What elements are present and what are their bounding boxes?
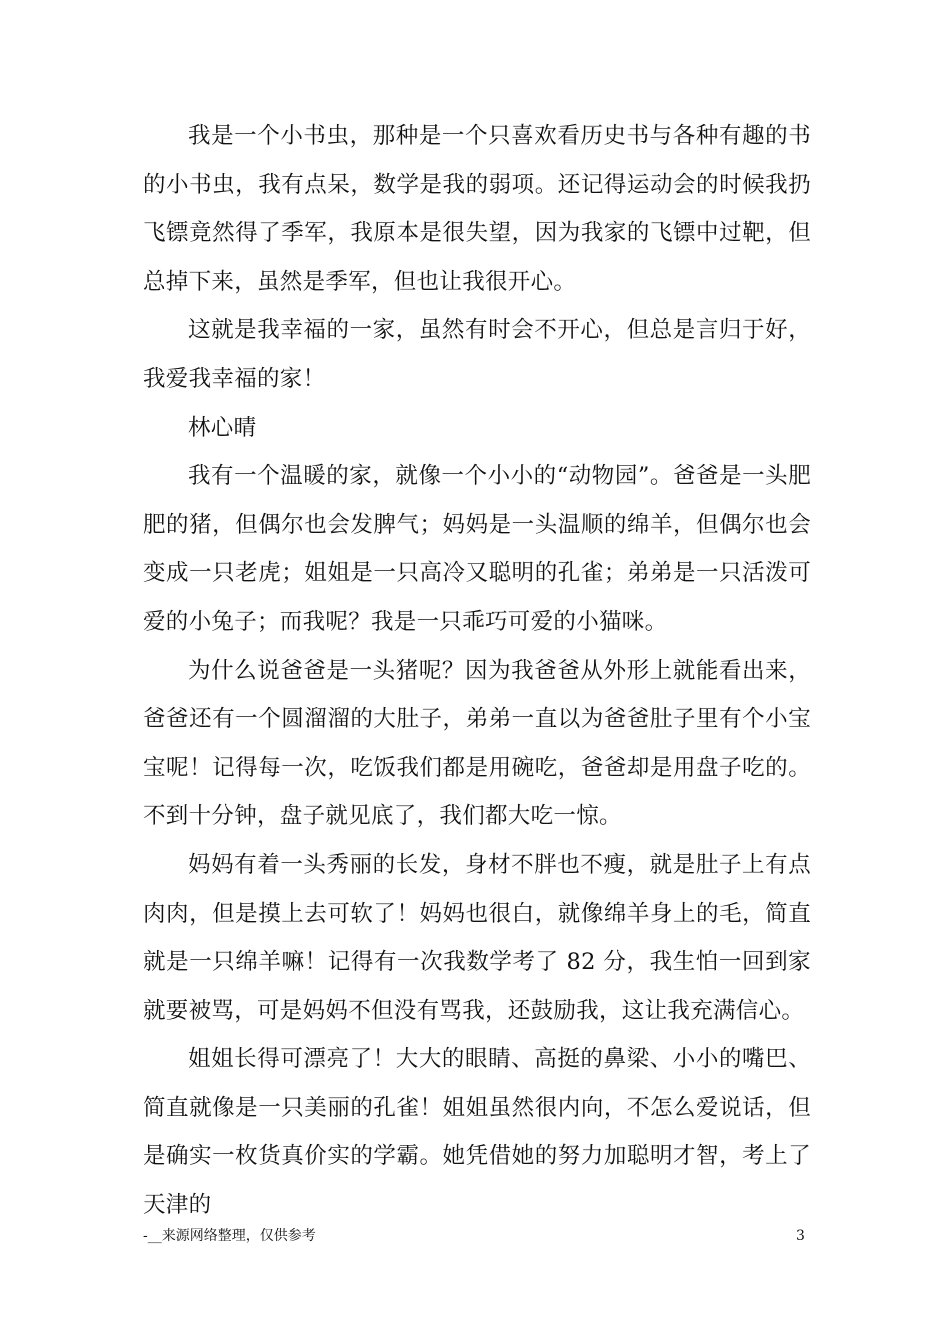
- paragraph: 妈妈有着一头秀丽的长发，身材不胖也不瘦，就是肚子上有点肉肉，但是摸上去可软了！妈妈也很白，就像绵羊身上的毛，简直就是一只绵羊嘛！记得有一次我数学考了 82 分，我生怕一回到家就要被骂，可是妈妈不但没有骂我，还鼓励我，这让我充满信心。: [143, 851, 811, 1024]
- paragraph: 姐姐长得可漂亮了！大大的眼睛、高挺的鼻梁、小小的嘴巴、简直就像是一只美丽的孔雀！姐姐虽然很内向，不怎么爱说话，但是确实一枚货真价实的学霸。她凭借她的努力加聪明才智，考上了天津的: [143, 1046, 811, 1219]
- paragraph: 我是一个小书虫，那种是一个只喜欢看历史书与各种有趣的书的小书虫，我有点呆，数学是我的弱项。还记得运动会的时候我扔飞镖竟然得了季军，我原本是很失望，因为我家的飞镖中过靶，但总掉下来，虽然是季军，但也让我很开心。: [143, 123, 811, 295]
- paragraph: 为什么说爸爸是一头猪呢？因为我爸爸从外形上就能看出来，爸爸还有一个圆溜溜的大肚子，弟弟一直以为爸爸肚子里有个小宝宝呢！记得每一次，吃饭我们都是用碗吃，爸爸却是用盘子吃的。不到十分钟，盘子就见底了，我们都大吃一惊。: [143, 657, 811, 830]
- footer-source-note: -__来源网络整理，仅供参考: [143, 1228, 316, 1244]
- paragraph: 这就是我幸福的一家，虽然有时会不开心，但总是言归于好，我爱我幸福的家！: [143, 317, 811, 392]
- author-name: 林心晴: [188, 414, 257, 441]
- paragraph: 我有一个温暖的家，就像一个小小的“动物园”。爸爸是一头肥肥的猪，但偶尔也会发脾气；妈妈是一头温顺的绵羊，但偶尔也会变成一只老虎；姐姐是一只高冷又聪明的孔雀；弟弟是一只活泼可爱的小兔子；而我呢？我是一只乖巧可爱的小猫咪。: [143, 463, 811, 635]
- body-text: [143, 112, 811, 1230]
- page-number: 3: [796, 1228, 805, 1244]
